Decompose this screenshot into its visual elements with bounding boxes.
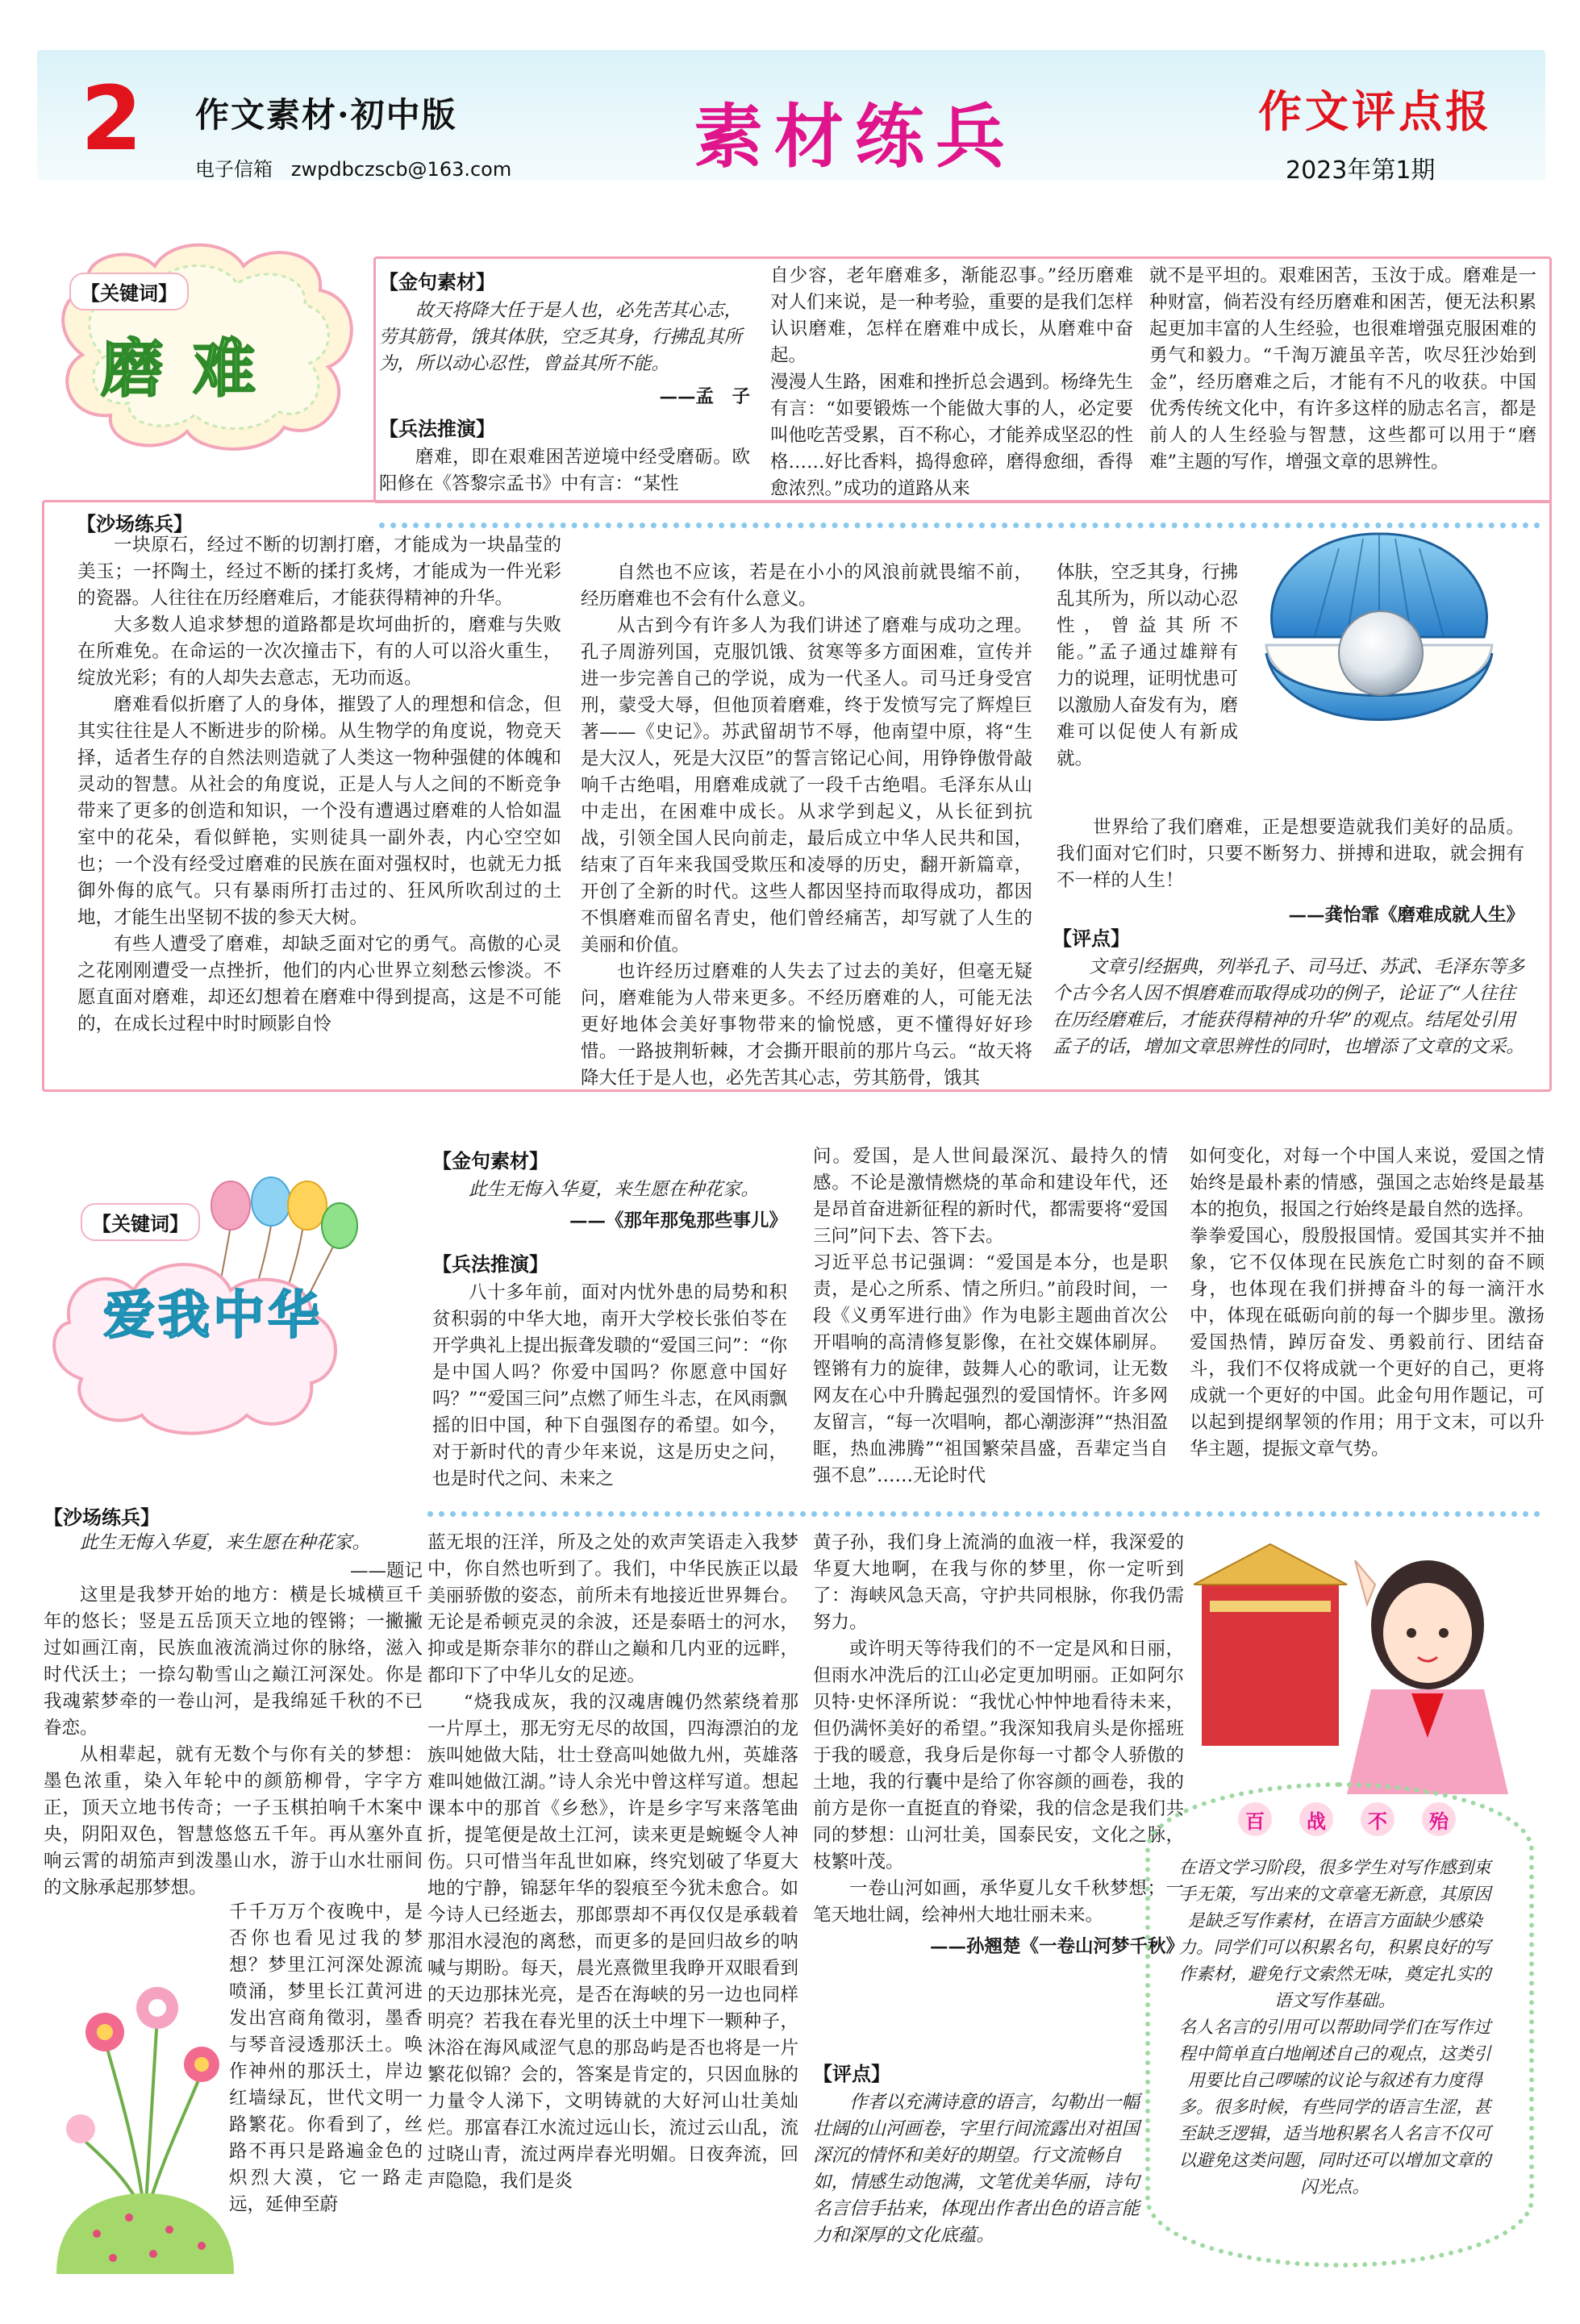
saluting-girl-icon [1194,1528,1532,1794]
golden-label: 【金句素材】 [379,271,495,294]
golden-source: ——孟 子 [659,386,750,407]
keyword-title: 磨难 [101,333,286,406]
article-signature: ——龚怡霏《磨难成就人生》 [1288,905,1524,926]
tips-text: 在语文学习阶段，很多学生对写作感到束手无策，写出来的文章毫无新意，其原因是缺乏写作素材，在语言方面缺少感染力。同学们可以积累名句，积累良好的写作素材，避免行文索然无味，奠定扎实的语文写作基础。 名人名言的引用可以帮助同学们在写作过程中简单直白地阐述自己的观点，这类引用要比自己啰嗦的议论与叙述有力度得多。很多时候，有些同学的语言生涩，甚至缺乏逻辑，适当地积累名人名言不仅可以避免这类问题，同时还可以增加文章的闪光点。 [1178,1858,1491,2197]
paragraph: 大多数人追求梦想的道路都是坎坷曲折的，磨难与失败在所难免。在命运的一次次撞击下，有的人可以浴火重生，绽放光彩；有的人却失去意志，无功而返。 [77,614,561,689]
paragraph: 这里是我梦开始的地方：横是长城横亘千年的悠长；竖是五岳顶天立地的铿锵；一撇撇过如画江南，民族血液流淌过你的脉络，滋入时代沃土；一捺勾勒雪山之巅江河深处。你是我魂萦梦牵的一卷山河，是我绵延千秋的不已眷恋。 [44,1585,423,1739]
tips-title [1238,1802,1456,1836]
email-address: zwpdbczscb@163.com [290,158,512,181]
issue-number: 2023年第1期 [1286,156,1436,185]
practice-column [581,560,1032,1092]
paragraph: 蓝无垠的汪洋，所及之处的欢声笑语走入我梦中，你自然也听到了。我们，中华民族正以最美丽骄傲的姿态，前所未有地接近世界舞台。无论是希顿克灵的余波，还是泰晤士的河水，抑或是斯奈菲尔的群山之巅和几内亚的远畔，都印下了中华儿女的足迹。 [427,1532,798,1686]
tips-title-char: 不 [1361,1802,1394,1836]
paragraph: 自然也不应该，若是在小小的风浪前就畏缩不前，经历磨难也不会有什么意义。 [581,562,1032,610]
practice-label: 【沙场练兵】 [44,1506,160,1529]
tactics-text: 问。爱国，是人世间最深沉、最持久的情感。不论是激情燃烧的革命和建设年代，还是昂首奋进新征程的新时代，都需要将“爱国三问”问下去、答下去。 习近平总书记强调：“爱国是本分，也是职责，是心之所系、情之所归。”前段时间，一段《义勇军进行曲》作为电影主题曲首次公开唱响的高清修复影像，在社交媒体刷屏。铿锵有力的旋律，鼓舞人心的歌词，让无数网友在心中升腾起强烈的爱国情怀。许多网友留言，“每一次唱响，都心潮澎湃”“热泪盈眶，热血沸腾”“祖国繁荣昌盛，吾辈定当自强不息”……无论时代 [813,1146,1168,1486]
paragraph: 一块原石，经过不断的切割打磨，才能成为一块晶莹的美玉；一抔陶土，经过不断的揉打炙烤，才能成为一件光彩的瓷器。人往往在历经磨难后，才能获得精神的升华。 [77,535,561,609]
tactics-text: 自少容，老年磨难多，渐能忍事。”经历磨难对人们来说，是一种考验，重要的是我们怎样认识磨难，怎样在磨难中成长，从磨难中奋起。 漫漫人生路，困难和挫折总会遇到。杨绛先生有言：“如要锻炼一个能做大事的人，必定要叫他吃苦受累，百不称心，才能养成坚忍的性格……好比香料，捣得愈碎，磨得愈细，香得愈浓烈。”成功的道路从来 [770,265,1134,499]
tactics-text: 如何变化，对每一个中国人来说，爱国之情始终是最朴素的情感，强国之志始终是最基本的抱负，报国之行始终是最自然的选择。 拳拳爱国心，殷殷报国情。爱国其实并不抽象，它不仅体现在民族危亡时刻的奋不顾身，也体现在我们拼搏奋斗的每一滴汗水中，体现在砥砺向前的每一个脚步里。激扬爱国热情，踔厉奋发、勇毅前行、团结奋斗，我们不仅将成就一个更好的自己，更将成就一个更好的中国。此金句用作题记，可以起到提纲挈领的作用；用于文末，可以升华主题，提振文章气势。 [1190,1146,1545,1460]
pearl-shell-icon [1242,516,1516,758]
comment-label: 【评点】 [1053,927,1130,950]
keyword-title: 爱我中华 [103,1286,323,1346]
practice-column [44,1530,423,1901]
email-label: 电子信箱 [195,158,273,181]
epigraph: 此生无悔入华夏，来生愿在种花家。 [80,1532,371,1553]
article-signature: ——孙翘楚《一卷山河梦千秋》 [929,1936,1184,1957]
keyword-tag: 【关键词】 [81,1203,200,1241]
section-title: 素材练兵 [694,96,1016,177]
paragraph: 世界给了我们磨难，正是想要造就我们美好的品质。我们面对它们时，只要不断努力、拼搏和进取，就会拥有不一样的人生！ [1057,817,1524,891]
comment-label: 【评点】 [813,2063,890,2085]
tactics-text: 八十多年前，面对内忧外患的局势和积贫积弱的中华大地，南开大学校长张伯苓在开学典礼上提出振聋发聩的“爱国三问”：“你是中国人吗？你爱中国吗？你愿意中国好吗？”“爱国三问”点燃了师生斗志，在风雨飘摇的旧中国，种下自强图存的希望。如今，对于新时代的青少年来说，这是历史之问，也是时代之问、未来之 [432,1282,787,1489]
page-number: 2 [81,67,143,170]
tactics-block [379,413,750,498]
email-row [195,153,511,181]
paragraph: “烧我成灰，我的汉魂唐魄仍然萦绕着那一片厚土，那无穷无尽的故国，四海漂泊的龙族叫她做大陆，壮士登高叫她做九州，英雄落难叫她做江湖。”诗人余光中曾这样写道。想起课本中的那首《乡愁》，许是乡字写来落笔曲折，提笔便是故土江河，读来更是蜿蜒令人神伤。只可惜当年乱世如麻，终究划破了华夏大地的宁静，锦瑟年华的裂痕至今犹未愈合。如今诗人已经逝去，那郎票却不再仅仅是承载着那泪水浸泡的离愁，而更多的是回归故乡的呐喊与期盼。每天，晨光熹微里我睁开双眼看到的天边那抹光亮，是否在海峡的另一边也同样明亮？若我在春光里的沃土中埋下一颗种子，沐浴在海风咸涩气息的那岛屿是否也将是一片繁花似锦？会的，答案是肯定的，只因血脉的力量令人涕下，文明铸就的大好河山壮美灿烂。那富春江水流过远山长，流过云山乱，流过晓山青，流过两岸春光明媚。日夜奔流，回声隐隐，我们是炎 [427,1692,798,2192]
golden-label: 【金句素材】 [432,1150,548,1172]
comment-block [813,2058,1152,2249]
comment-text: 文章引经据典，列举孔子、司马迁、苏武、毛泽东等多个古今名人因不惧磨难而取得成功的例子，论证了“人往往在历经磨难后，才能获得精神的升华”的观点。结尾处引用孟子的话，增加文章思辨性的同时，也增添了文章的文采。 [1053,956,1525,1057]
tactics-block [432,1248,787,1493]
paragraph: 磨难看似折磨了人的身体，摧毁了人的理想和信念，但其实往往是人不断进步的阶梯。从生物学的角度说，物竞天择，适者生存的自然法则造就了人类这一物种强健的体魄和灵动的智慧。从社会的角度说，正是人与人之间的不断竞争带来了更多的创造和知识，一个没有遭遇过磨难的人恰如温室中的花朵，看似鲜艳，实则徒具一副外表，内心空空如也；一个没有经受过磨难的民族在面对强权时，也就无力抵御外侮的底气。只有暴雨所打击过的、狂风所吹刮过的土地，才能生出坚韧不拔的参天大树。 [77,694,561,928]
golden-quote: 此生无悔入华夏，来生愿在种花家。 [469,1179,760,1200]
tips-title-char: 战 [1299,1802,1333,1836]
paragraph: 或许明天等待我们的不一定是风和日丽，但雨水冲洗后的江山必定更加明丽。正如阿尔贝特·史怀泽所说：“我忧心忡忡地看待未来，但仍满怀美好的希望。”我深知我肩头是你摇班于我的暖意，我身后是你每一寸都令人骄傲的土地，我的行囊中是给了你容颜的画卷，我的前方是你一直挺直的脊梁，我的信念是我们共同的梦想：山河壮美，国泰民安，文化之脉，枝繁叶茂。 [813,1639,1184,1872]
keyword-tag: 【关键词】 [69,273,189,310]
dotted-divider [427,1511,1540,1517]
tips-title-char: 殆 [1422,1802,1456,1836]
flowers-icon [48,1951,242,2274]
practice-column [77,532,561,1038]
paragraph-text: 千千万万个夜晚中，是否你也看见过我的梦想？梦里江河深处源流喷涌，梦里长江黄河进发出宫商角徵羽，墨香与琴音浸透那沃土。唤作神州的那沃土，岸边红墙绿瓦，世代文明一路繁花。你看到了，丝路不再只是路遍金色的炽烈大漠，它一路走远，延伸至蔚 [229,1901,423,2215]
golden-quote: 故天将降大任于是人也，必先苦其心志，劳其筋骨，饿其体肤，空乏其身，行拂乱其所为，所以动心忍性，曾益其所不能。 [379,300,743,374]
paragraph: 黄子孙，我们身上流淌的血液一样，我深爱的华夏大地啊，在我与你的梦里，你一定听到了：海峡风急天高，守护共同根脉，你我仍需努力。 [813,1532,1184,1633]
golden-quote-block [432,1145,787,1232]
tactics-label: 【兵法推演】 [379,418,495,440]
edition-label: 作文素材·初中版 [195,95,457,135]
paragraph: 从古到今有许多人为我们讲述了磨难与成功之理。孔子周游列国，克服饥饿、贫寒等多方面困难，宣传并进一步完善自己的学说，成为一代圣人。司马迁身受宫刑，蒙受大辱，但他顶着磨难，终于发愤写完了辉煌巨著——《史记》。苏武留胡节不辱，他南望中原，将“生是大汉人，死是大汉臣”的誓言铭记心间，用铮铮傲骨敲响千古绝唱，用磨难成就了一段千古绝唱。毛泽东从山中走出，在困难中成长。从求学到起义，从长征到抗战，引领全国人民向前走，最后成立中华人民共和国，结束了百年来我国受欺压和凌辱的历史，翻开新篇章，开创了全新的时代。这些人都因坚持而取得成功，都因不惧磨难而留名青史，他们曾经痛苦，却写就了人生的美丽和价值。 [581,615,1032,956]
practice-column [427,1530,798,2195]
paper-name: 作文评点报 [1258,85,1492,137]
epigraph-note: ——题记 [349,1560,423,1581]
tactics-text: 磨难，即在艰难困苦逆境中经受磨砺。欧阳修在《答黎宗孟书》中有言：“某性 [379,447,750,494]
comment-text: 作者以充满诗意的语言，勾勒出一幅壮阔的山河画卷，字里行间流露出对祖国深沉的情怀和美好的期望。行文流畅自如，情感生动饱满，文笔优美华丽，诗句名言信手拈来，体现出作者出色的语言能力和深厚的文化底蕴。 [813,2092,1140,2246]
tips-title-char: 百 [1238,1802,1272,1836]
paragraph: 有些人遭受了磨难，却缺乏面对它的勇气。高傲的心灵之花刚刚遭受一点挫折，他们的内心世界立刻愁云惨淡。不愿直面对磨难，却还幻想着在磨难中得到提高，这是不可能的，在成长过程中时时顾影自怜 [77,934,561,1035]
tactics-label: 【兵法推演】 [432,1253,548,1276]
golden-quote-block [379,266,750,408]
practice-column [1057,560,1238,773]
practice-column [813,1530,1184,1960]
golden-source: ——《那年那兔那些事儿》 [569,1210,787,1231]
comment-block [1053,923,1528,1060]
paragraph: 一卷山河如画，承华夏儿女千秋梦想；一笔天地壮阔，绘神州大地壮丽未来。 [813,1878,1184,1926]
paragraph: 从相辈起，就有无数个与你有关的梦想：墨色浓重，染入年轮中的颜筋柳骨，字字方正，顶天立地书传奇；一子玉棋拍响千木案中央，阴阳双色，智慧悠悠五千年。再从塞外直响云霄的胡笳声到泼墨山水，游于山水壮丽间的文脉承起那梦想。 [44,1744,423,1898]
paragraph: 也许经历过磨难的人失去了过去的美好，但毫无疑问，磨难能为人带来更多。不经历磨难的人，可能无法更好地体会美好事物带来的愉悦感，更不懂得好好珍惜。一路披荆斩棘，才会撕开眼前的那片乌云。“故天将降大任于是人也，必先苦其心志，劳其筋骨，饿其 [581,961,1032,1089]
tactics-text: 就不是平坦的。艰难困苦，玉汝于成。磨难是一种财富，倘若没有经历磨难和困苦，便无法积累起更加丰富的人生经验，也很难增强克服困难的勇气和毅力。“千淘万漉虽辛苦，吹尽狂沙始到金”，经历磨难之后，才能有不凡的收获。中国优秀传统文化中，有许多这样的励志名言，都是前人的人生经验与智慧，这些都可以用于“磨难”主题的写作，增强文章的思辨性。 [1149,265,1536,473]
paragraph: 体肤，空乏其身，行拂乱其所为，所以动心忍性，曾益其所不能。”孟子通过雄辩有力的说理，证明忧患可以激励人奋发有为，磨难可以促使人有新成就。 [1057,562,1239,769]
practice-column [1057,814,1524,929]
practice-label: 【沙场练兵】 [77,513,193,535]
